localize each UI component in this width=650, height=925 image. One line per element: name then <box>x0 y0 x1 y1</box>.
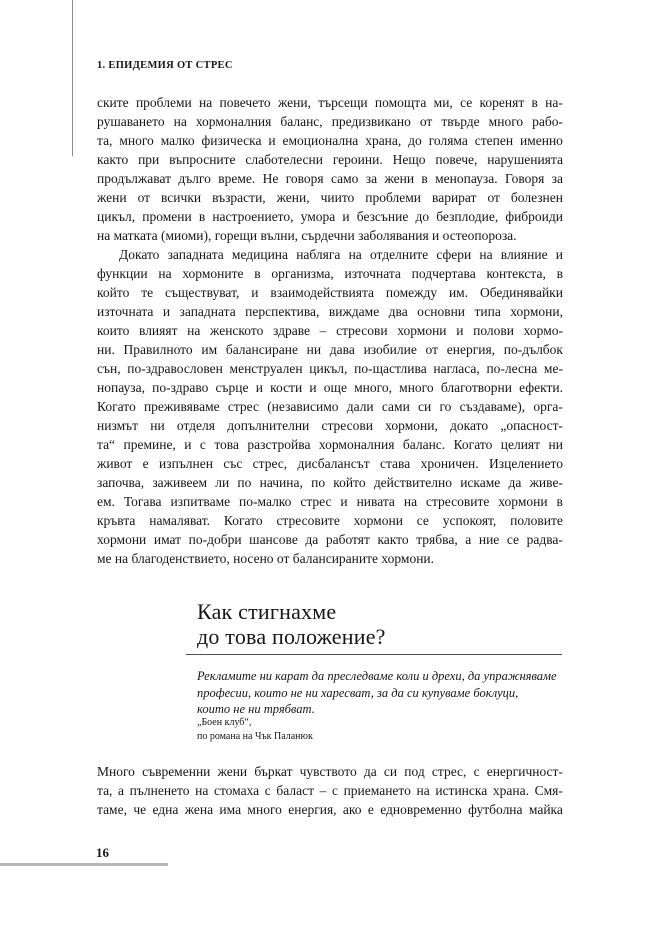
section-heading-line: до това положение? <box>197 624 386 649</box>
text-line: та“ премине, и с това разстройва хормоналния баланс. Когато целият ни <box>97 437 563 452</box>
text-line: ските проблеми на повечето жени, търсещи помощта ми, се коренят в на- <box>97 95 563 110</box>
epigraph-attribution <box>197 716 497 744</box>
body-paragraph <box>97 245 563 568</box>
text-line: започва, заживеем ли по начина, по който действително искаме да живе- <box>97 475 563 490</box>
section-heading-line: Как стигнахме <box>197 599 337 624</box>
text-line: низмът ни отделя допълнителни стресови хормони, докато „опасност- <box>97 418 563 433</box>
body-text-block <box>97 93 563 568</box>
text-line: рушаването на хормоналния баланс, предизвикано от твърде много рабо- <box>97 114 563 129</box>
epigraph <box>197 668 567 718</box>
text-line: та, много малко физическа и емоционална храна, до голяма степен именно <box>97 133 563 148</box>
text-line: ем. Тогава изпитваме по-малко стрес и нивата на стресовите хормони в <box>97 494 563 509</box>
text-line: източната и западната перспектива, виждаме два основни типа хормони, <box>97 304 563 319</box>
text-line: функции на хормоните в организма, източната подчертава контекста, в <box>97 266 563 281</box>
text-line: хормони имат по-добри шансове да работят както трябва, а ние се радва- <box>97 532 563 547</box>
text-line: живот е изпълнен със стрес, дисбалансът става хроничен. Изцелението <box>97 456 563 471</box>
running-header: 1. ЕПИДЕМИЯ ОТ СТРЕС <box>97 60 233 71</box>
text-line: ни. Правилното им балансиране ни дава изобилие от енергия, по-дълбок <box>97 342 563 357</box>
body-paragraph <box>97 93 563 245</box>
text-line: които не ни трябват. <box>197 702 315 716</box>
text-line: по романа на Чък Паланюк <box>197 731 313 742</box>
heading-rule <box>186 654 562 655</box>
text-line: нопауза, по-здраво сърце и кости и още много, много благотворни ефекти. <box>97 380 563 395</box>
text-line: сън, по-здравословен менструален цикъл, по-щастлива нагласа, по-лесна ме- <box>97 361 563 376</box>
page-number: 16 <box>96 845 109 860</box>
text-line: на матката (миоми), горещи вълни, сърдечни заболявания и остеопороза. <box>97 228 517 243</box>
text-line: жени от всички възрасти, жени, чиито проблеми варират от болезнен <box>97 190 563 205</box>
text-line: Рекламите ни карат да преследваме коли и дрехи, да упражняваме <box>197 669 557 683</box>
text-line: таме, че една жена има много енергия, ако е едновременно футболна майка <box>97 802 563 817</box>
footer-rule <box>0 863 168 866</box>
section-heading <box>197 599 386 649</box>
text-line: който те съществуват, и взаимодействията помежду им. Обединявайки <box>97 285 563 300</box>
body-paragraph <box>97 762 563 819</box>
text-line: „Боен клуб“, <box>197 717 252 728</box>
text-line: цикъл, промени в настроението, умора и безсъние до безплодие, фиброиди <box>97 209 563 224</box>
text-line: Докато западната медицина набляга на отделните сфери на влияние и <box>119 247 563 262</box>
text-line: ме на благоденствието, носено от балансираните хормони. <box>97 551 435 566</box>
text-line: Когато преживяваме стрес (независимо дали сами си го създаваме), орга- <box>97 399 563 414</box>
text-line: кръвта намаляват. Когато стресовите хормони се успокоят, половите <box>97 513 563 528</box>
text-line: професии, които не ни харесват, за да си купуваме боклуци, <box>197 685 519 700</box>
text-line: продължават дълго време. Не говоря само за жени в менопауза. Говоря за <box>97 171 563 186</box>
text-line: та, а пълненето на стомаха с баласт – с приемането на истинска храна. Смя- <box>97 783 563 798</box>
scan-edge-line <box>72 0 73 156</box>
text-line: които влияят на женското здраве – стресови хормони и полови хормо- <box>97 323 563 338</box>
text-line: Много съвременни жени бъркат чувството да си под стрес, с енергичност- <box>97 764 563 779</box>
text-line: както при въпросните слаботелесни героини. Нещо повече, нарушенията <box>97 152 563 167</box>
